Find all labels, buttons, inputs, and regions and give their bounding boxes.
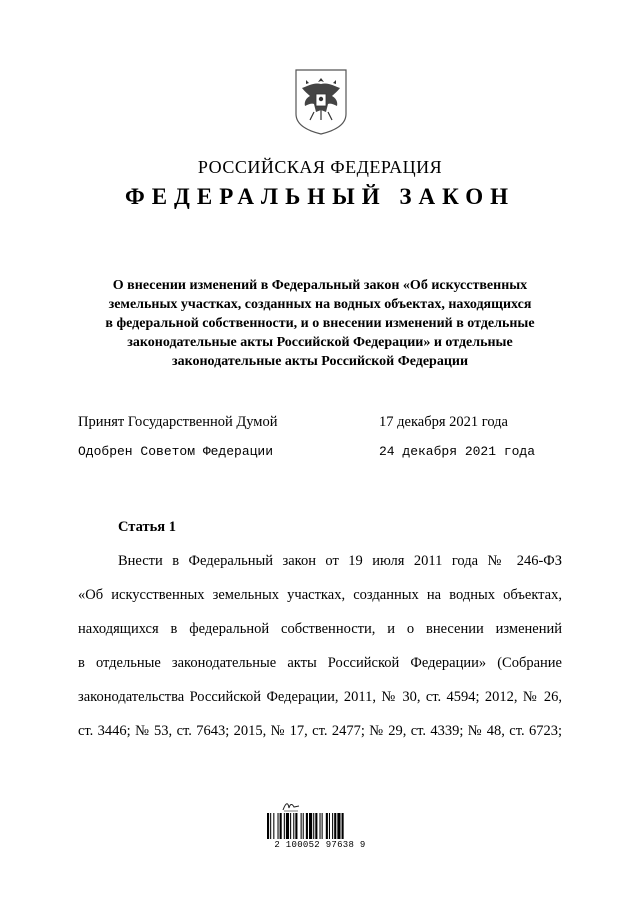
- law-title-line: О внесении изменений в Федеральный закон «Об искусственных: [112, 278, 528, 293]
- article-line: в отдельные законодательные акты Российской Федерации» (Собрание: [78, 655, 562, 671]
- article-line: Внести в Федеральный закон от 19 июля 2011 года № 246-ФЗ: [118, 553, 562, 569]
- article-heading: Статья 1: [118, 519, 176, 535]
- article-body: [78, 544, 562, 748]
- coat-of-arms-icon: [288, 66, 354, 136]
- law-title-line: законодательные акты Российской Федерации» и отдельные: [127, 335, 513, 350]
- law-title-line: в федеральной собственности, и о внесении изменений в отдельные: [105, 316, 535, 331]
- law-title-line: законодательные акты Российской Федерации: [171, 354, 469, 369]
- article-line: законодательства Российской Федерации, 2011, № 30, ст. 4594; 2012, № 26,: [78, 689, 562, 705]
- law-title-line: земельных участках, созданных на водных объектах, находящихся: [108, 297, 532, 312]
- country-name: РОССИЙСКАЯ ФЕДЕРАЦИЯ: [197, 157, 443, 177]
- duma-adoption-label: Принят Государственной Думой: [78, 414, 278, 430]
- duma-adoption-date: 17 декабря 2021 года: [379, 414, 508, 430]
- handwritten-mark-icon: [282, 800, 300, 812]
- article-line: «Об искусственных земельных участках, созданных на водных объектах,: [78, 587, 562, 603]
- barcode-number: 2 100052 97638 9: [274, 840, 366, 850]
- barcode-icon: [267, 813, 371, 839]
- document-type-title: ФЕДЕРАЛЬНЫЙ ЗАКОН: [124, 184, 516, 209]
- article-line: ст. 3446; № 53, ст. 7643; 2015, № 17, ст. 2477; № 29, ст. 4339; № 48, ст. 6723;: [78, 723, 562, 739]
- council-approval-label: Одобрен Советом Федерации: [78, 444, 274, 459]
- council-approval-date: 24 декабря 2021 года: [379, 444, 536, 459]
- law-title: [70, 276, 570, 371]
- article-line: находящихся в федеральной собственности, и о внесении изменений: [78, 621, 562, 637]
